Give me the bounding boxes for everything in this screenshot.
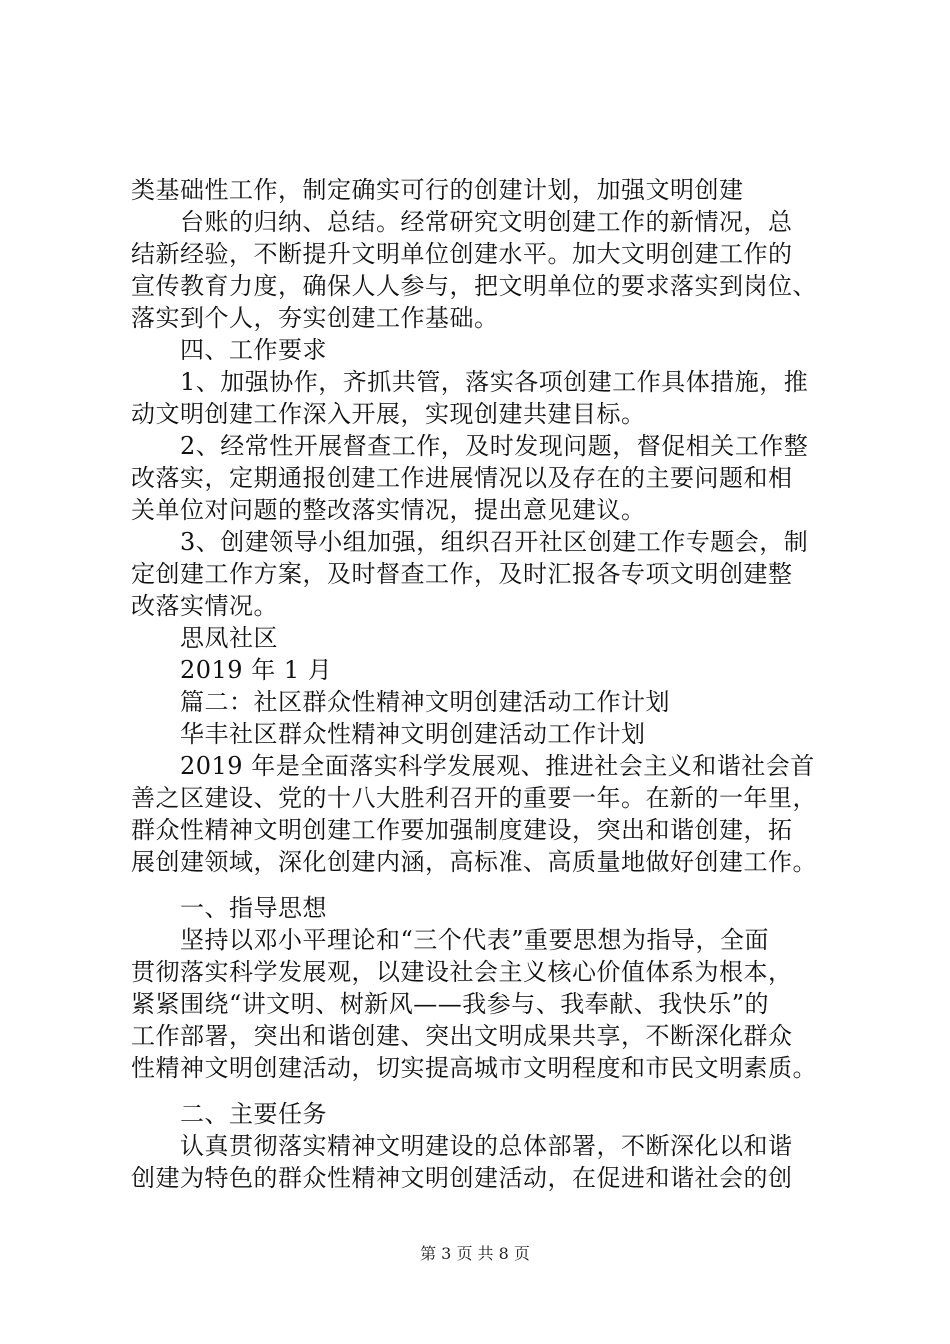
text-line: 2019 年是全面落实科学发展观、推进社会主义和谐社会首 (180, 752, 815, 780)
signature-date: 2019 年 1 月 (180, 656, 333, 684)
section-heading: 二、主要任务 (180, 1100, 327, 1128)
text-line: 贯彻落实科学发展观，以建设社会主义核心价值体系为根本， (131, 958, 793, 986)
text-line: 落实到个人，夯实创建工作基础。 (131, 304, 499, 332)
section-heading: 一、指导思想 (180, 894, 327, 922)
document-title: 华丰社区群众性精神文明创建活动工作计划 (180, 720, 646, 748)
page-footer: 第 3 页 共 8 页 (420, 1244, 530, 1263)
text-line: 3、创建领导小组加强，组织召开社区创建工作专题会，制 (180, 528, 809, 556)
text-line: 1、加强协作，齐抓共管，落实各项创建工作具体措施，推 (180, 368, 809, 396)
text-line: 展创建领域，深化创建内涵，高标准、高质量地做好创建工作。 (131, 848, 817, 876)
text-line: 关单位对问题的整改落实情况，提出意见建议。 (131, 496, 646, 524)
text-line: 改落实情况。 (131, 592, 278, 620)
text-line: 台账的归纳、总结。经常研究文明创建工作的新情况，总 (180, 208, 793, 236)
text-line: 宣传教育力度，确保人人参与，把文明单位的要求落实到岗位、 (131, 272, 817, 300)
section-heading: 四、工作要求 (180, 336, 327, 364)
text-line: 改落实，定期通报创建工作进展情况以及存在的主要问题和相 (131, 464, 793, 492)
text-line: 群众性精神文明创建工作要加强制度建设，突出和谐创建，拓 (131, 816, 793, 844)
text-line: 动文明创建工作深入开展，实现创建共建目标。 (131, 400, 646, 428)
signature-org: 思凤社区 (180, 624, 278, 652)
text-line: 善之区建设、党的十八大胜利召开的重要一年。在新的一年里， (131, 784, 817, 812)
text-line: 坚持以邓小平理论和“三个代表”重要思想为指导，全面 (180, 926, 770, 954)
text-line: 定创建工作方案，及时督查工作，及时汇报各专项文明创建整 (131, 560, 793, 588)
text-line: 认真贯彻落实精神文明建设的总体部署，不断深化以和谐 (180, 1132, 793, 1160)
text-line: 类基础性工作，制定确实可行的创建计划，加强文明创建 (131, 176, 744, 204)
section-title: 篇二：社区群众性精神文明创建活动工作计划 (180, 688, 670, 716)
text-line: 紧紧围绕“讲文明、树新风——我参与、我奉献、我快乐”的 (131, 990, 770, 1018)
text-line: 2、经常性开展督查工作，及时发现问题，督促相关工作整 (180, 432, 809, 460)
text-line: 性精神文明创建活动，切实提高城市文明程度和市民文明素质。 (131, 1054, 817, 1082)
text-line: 工作部署，突出和谐创建、突出文明成果共享，不断深化群众 (131, 1022, 793, 1050)
text-line: 结新经验，不断提升文明单位创建水平。加大文明创建工作的 (131, 240, 793, 268)
text-line: 创建为特色的群众性精神文明创建活动，在促进和谐社会的创 (131, 1164, 793, 1192)
